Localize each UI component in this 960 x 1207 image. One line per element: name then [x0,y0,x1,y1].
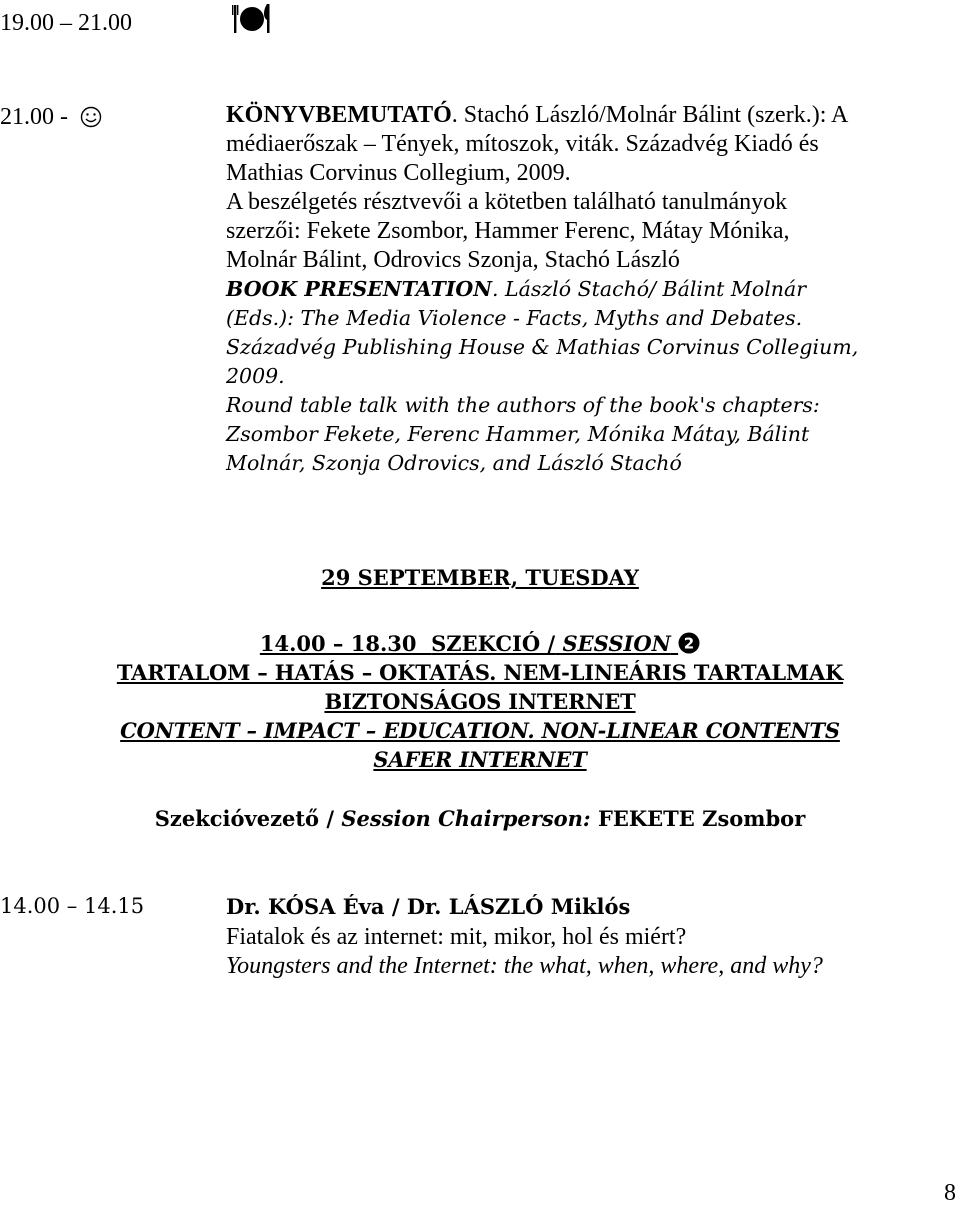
book-en-line-7: Molnár, Szonja Odrovics, and László Stachó [226,451,682,475]
session-header-text [260,631,700,656]
book-hu-line-3: Mathias Corvinus Collegium, 2009. [226,160,571,186]
session-title-hu-2: BIZTONSÁGOS INTERNET [324,689,636,714]
dinner-time: 19.00 – 21.00 [0,10,132,36]
chair-label-en: Session Chairperson: [341,806,591,831]
book-en-line-4: 2009. [226,364,285,388]
book-time-label: 21.00 - [0,104,68,130]
book-hu-line-1: KÖNYVBEMUTATÓ. Stachó László/Molnár Bálint (szerk.): A [226,102,849,128]
fork-plate-knife-icon [232,2,274,36]
book-hu-line-4: A beszélgetés résztvevői a kötetben található tanulmányok [226,189,788,215]
book-en-line-6: Zsombor Fekete, Ferenc Hammer, Mónika Mátay, Bálint [226,422,810,446]
talk-speakers: Dr. KÓSA Éva / Dr. LÁSZLÓ Miklós [226,894,631,919]
book-hu-title: KÖNYVBEMUTATÓ [226,102,452,128]
session-title-hu-1: TARTALOM – HATÁS – OKTATÁS. NEM-LINEÁRIS TARTALMAK [116,660,844,685]
book-en-title: BOOK PRESENTATION [226,277,492,301]
session-label-hu: SZEKCIÓ / [431,631,556,656]
book-en-line-2: (Eds.): The Media Violence - Facts, Myths and Debates. [226,306,803,330]
session-time: 14.00 – 18.30 [259,631,417,656]
svg-text:2: 2 [683,634,695,653]
book-en-line-3: Századvég Publishing House & Mathias Corvinus Collegium, [226,335,859,359]
book-hu-line-6: Molnár Bálint, Odrovics Szonja, Stachó László [226,247,680,273]
book-en-line-1: BOOK PRESENTATION. László Stachó/ Bálint Molnár [226,277,807,301]
book-en-line-5: Round table talk with the authors of the book's chapters: [226,393,820,417]
book-hu-line-5: szerzői: Fekete Zsombor, Hammer Ferenc, Mátay Mónika, [226,218,790,244]
book-hu-line-2: médiaerőszak – Tények, mítoszok, viták. Századvég Kiadó és [226,131,819,157]
circled-2-icon [678,632,700,654]
session-label-en: SESSION [562,631,671,656]
talk-time: 14.00 – 14.15 [0,894,145,918]
day-heading: 29 SEPTEMBER, TUESDAY [321,565,639,590]
book-time [0,104,68,131]
session-title-en-1: CONTENT – IMPACT – EDUCATION. NON-LINEAR CONTENTS [120,718,840,743]
session-chair [0,806,960,831]
page-number: 8 [944,1180,956,1206]
chair-label-hu: Szekcióvezető / [154,806,335,831]
chair-name: FEKETE Zsombor [598,806,806,831]
session-title-en-2: SAFER INTERNET [373,747,587,772]
talk-title-en: Youngsters and the Internet: the what, when, where, and why? [226,953,823,979]
talk-title-hu: Fiatalok és az internet: mit, mikor, hol és miért? [226,924,687,950]
smiley-icon [80,106,102,128]
session-header [0,631,960,656]
